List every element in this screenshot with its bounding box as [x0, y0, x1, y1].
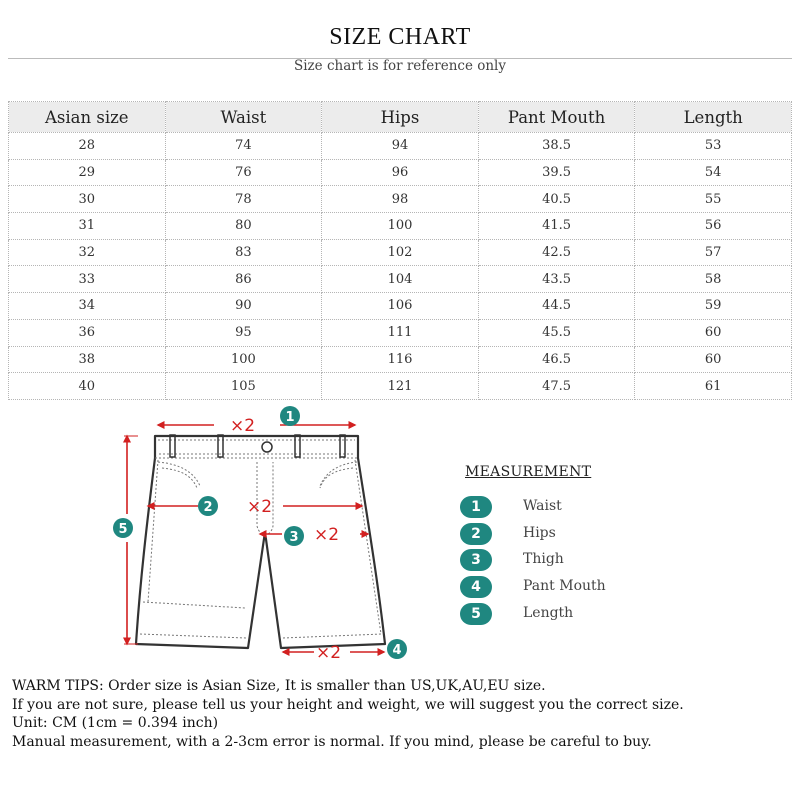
column-header: Hips: [322, 102, 479, 133]
table-cell: 42.5: [478, 239, 635, 266]
marker-2-icon: [198, 496, 218, 516]
table-header-row: [9, 102, 792, 133]
tips-line-3: Unit: CM (1cm = 0.394 inch): [12, 715, 219, 732]
table-cell: 105: [165, 373, 322, 400]
table-cell: 53: [635, 133, 792, 160]
legend-number-1-icon: 1: [460, 496, 492, 518]
table-cell: 43.5: [478, 266, 635, 293]
table-cell: 29: [9, 159, 166, 186]
table-row: [9, 373, 792, 400]
table-row: [9, 186, 792, 213]
waist-multiplier-label: ×2: [230, 416, 256, 436]
table-cell: 60: [635, 346, 792, 373]
legend-number-2-icon: 2: [460, 523, 492, 545]
svg-text:1: 1: [285, 410, 295, 425]
table-cell: 44.5: [478, 293, 635, 320]
table-cell: 47.5: [478, 373, 635, 400]
table-cell: 28: [9, 133, 166, 160]
table-row: [9, 133, 792, 160]
table-cell: 40.5: [478, 186, 635, 213]
legend-label-length: Length: [523, 605, 574, 621]
shorts-measurement-diagram: [100, 402, 420, 672]
table-cell: 59: [635, 293, 792, 320]
legend-number-3-icon: 3: [460, 549, 492, 571]
table-row: [9, 266, 792, 293]
legend-number-5-icon: 5: [460, 603, 492, 625]
table-cell: 38: [9, 346, 166, 373]
button: [262, 442, 272, 452]
table-cell: 45.5: [478, 319, 635, 346]
thigh-multiplier-label: ×2: [314, 525, 340, 545]
table-cell: 102: [322, 239, 479, 266]
svg-text:2: 2: [203, 500, 213, 515]
table-cell: 54: [635, 159, 792, 186]
pant-mouth-multiplier-label: ×2: [316, 643, 342, 663]
column-header: Pant Mouth: [478, 102, 635, 133]
table-cell: 98: [322, 186, 479, 213]
table-cell: 111: [322, 319, 479, 346]
table-row: [9, 239, 792, 266]
table-cell: 38.5: [478, 133, 635, 160]
table-cell: 46.5: [478, 346, 635, 373]
table-cell: 74: [165, 133, 322, 160]
table-cell: 30: [9, 186, 166, 213]
column-header: Asian size: [9, 102, 166, 133]
table-body: [9, 133, 792, 400]
table-cell: 100: [322, 213, 479, 240]
measurement-arrows: [124, 425, 384, 652]
table-row: [9, 346, 792, 373]
legend-label-pant-mouth: Pant Mouth: [523, 578, 606, 594]
legend-number-4-icon: 4: [460, 576, 492, 598]
column-header: Waist: [165, 102, 322, 133]
table-cell: 58: [635, 266, 792, 293]
table-cell: 41.5: [478, 213, 635, 240]
table-cell: 76: [165, 159, 322, 186]
table-cell: 80: [165, 213, 322, 240]
table-cell: 39.5: [478, 159, 635, 186]
svg-text:5: 5: [118, 522, 128, 537]
shorts-details: [140, 440, 382, 638]
hips-multiplier-label: ×2: [247, 497, 273, 517]
table-cell: 55: [635, 186, 792, 213]
size-table: [8, 101, 792, 400]
table-row: [9, 293, 792, 320]
table-cell: 106: [322, 293, 479, 320]
table-cell: 57: [635, 239, 792, 266]
table-cell: 40: [9, 373, 166, 400]
table-cell: 78: [165, 186, 322, 213]
table-cell: 56: [635, 213, 792, 240]
tips-line-4: Manual measurement, with a 2-3cm error is normal. If you mind, please be careful to buy.: [12, 733, 652, 750]
table-cell: 104: [322, 266, 479, 293]
table-cell: 36: [9, 319, 166, 346]
table-cell: 32: [9, 239, 166, 266]
tips-line-2: If you are not sure, please tell us your height and weight, we will suggest you the correct size.: [12, 696, 684, 713]
table-cell: 100: [165, 346, 322, 373]
marker-4-icon: [387, 639, 407, 659]
warm-tips: [12, 677, 790, 751]
table-row: [9, 213, 792, 240]
page-title: SIZE CHART: [329, 24, 471, 50]
marker-5-icon: [113, 518, 133, 538]
table-cell: 86: [165, 266, 322, 293]
marker-3-icon: [284, 526, 304, 546]
measurement-title: MEASUREMENT: [465, 464, 592, 480]
table-cell: 31: [9, 213, 166, 240]
table-cell: 83: [165, 239, 322, 266]
legend-label-hips: Hips: [523, 525, 556, 541]
table-cell: 33: [9, 266, 166, 293]
table-row: [9, 159, 792, 186]
legend-label-waist: Waist: [523, 498, 562, 514]
marker-1-icon: [280, 406, 300, 426]
legend-label-thigh: Thigh: [523, 551, 564, 567]
table-cell: 34: [9, 293, 166, 320]
table-cell: 96: [322, 159, 479, 186]
tips-line-1: WARM TIPS: Order size is Asian Size, It is smaller than US,UK,AU,EU size.: [12, 678, 546, 694]
svg-text:3: 3: [289, 530, 299, 545]
table-cell: 121: [322, 373, 479, 400]
table-cell: 94: [322, 133, 479, 160]
table-cell: 61: [635, 373, 792, 400]
svg-text:4: 4: [392, 643, 402, 658]
table-row: [9, 319, 792, 346]
table-cell: 60: [635, 319, 792, 346]
table-cell: 90: [165, 293, 322, 320]
column-header: Length: [635, 102, 792, 133]
page-subtitle: Size chart is for reference only: [293, 58, 506, 74]
table-cell: 95: [165, 319, 322, 346]
table-cell: 116: [322, 346, 479, 373]
shorts-outline: [136, 436, 385, 648]
